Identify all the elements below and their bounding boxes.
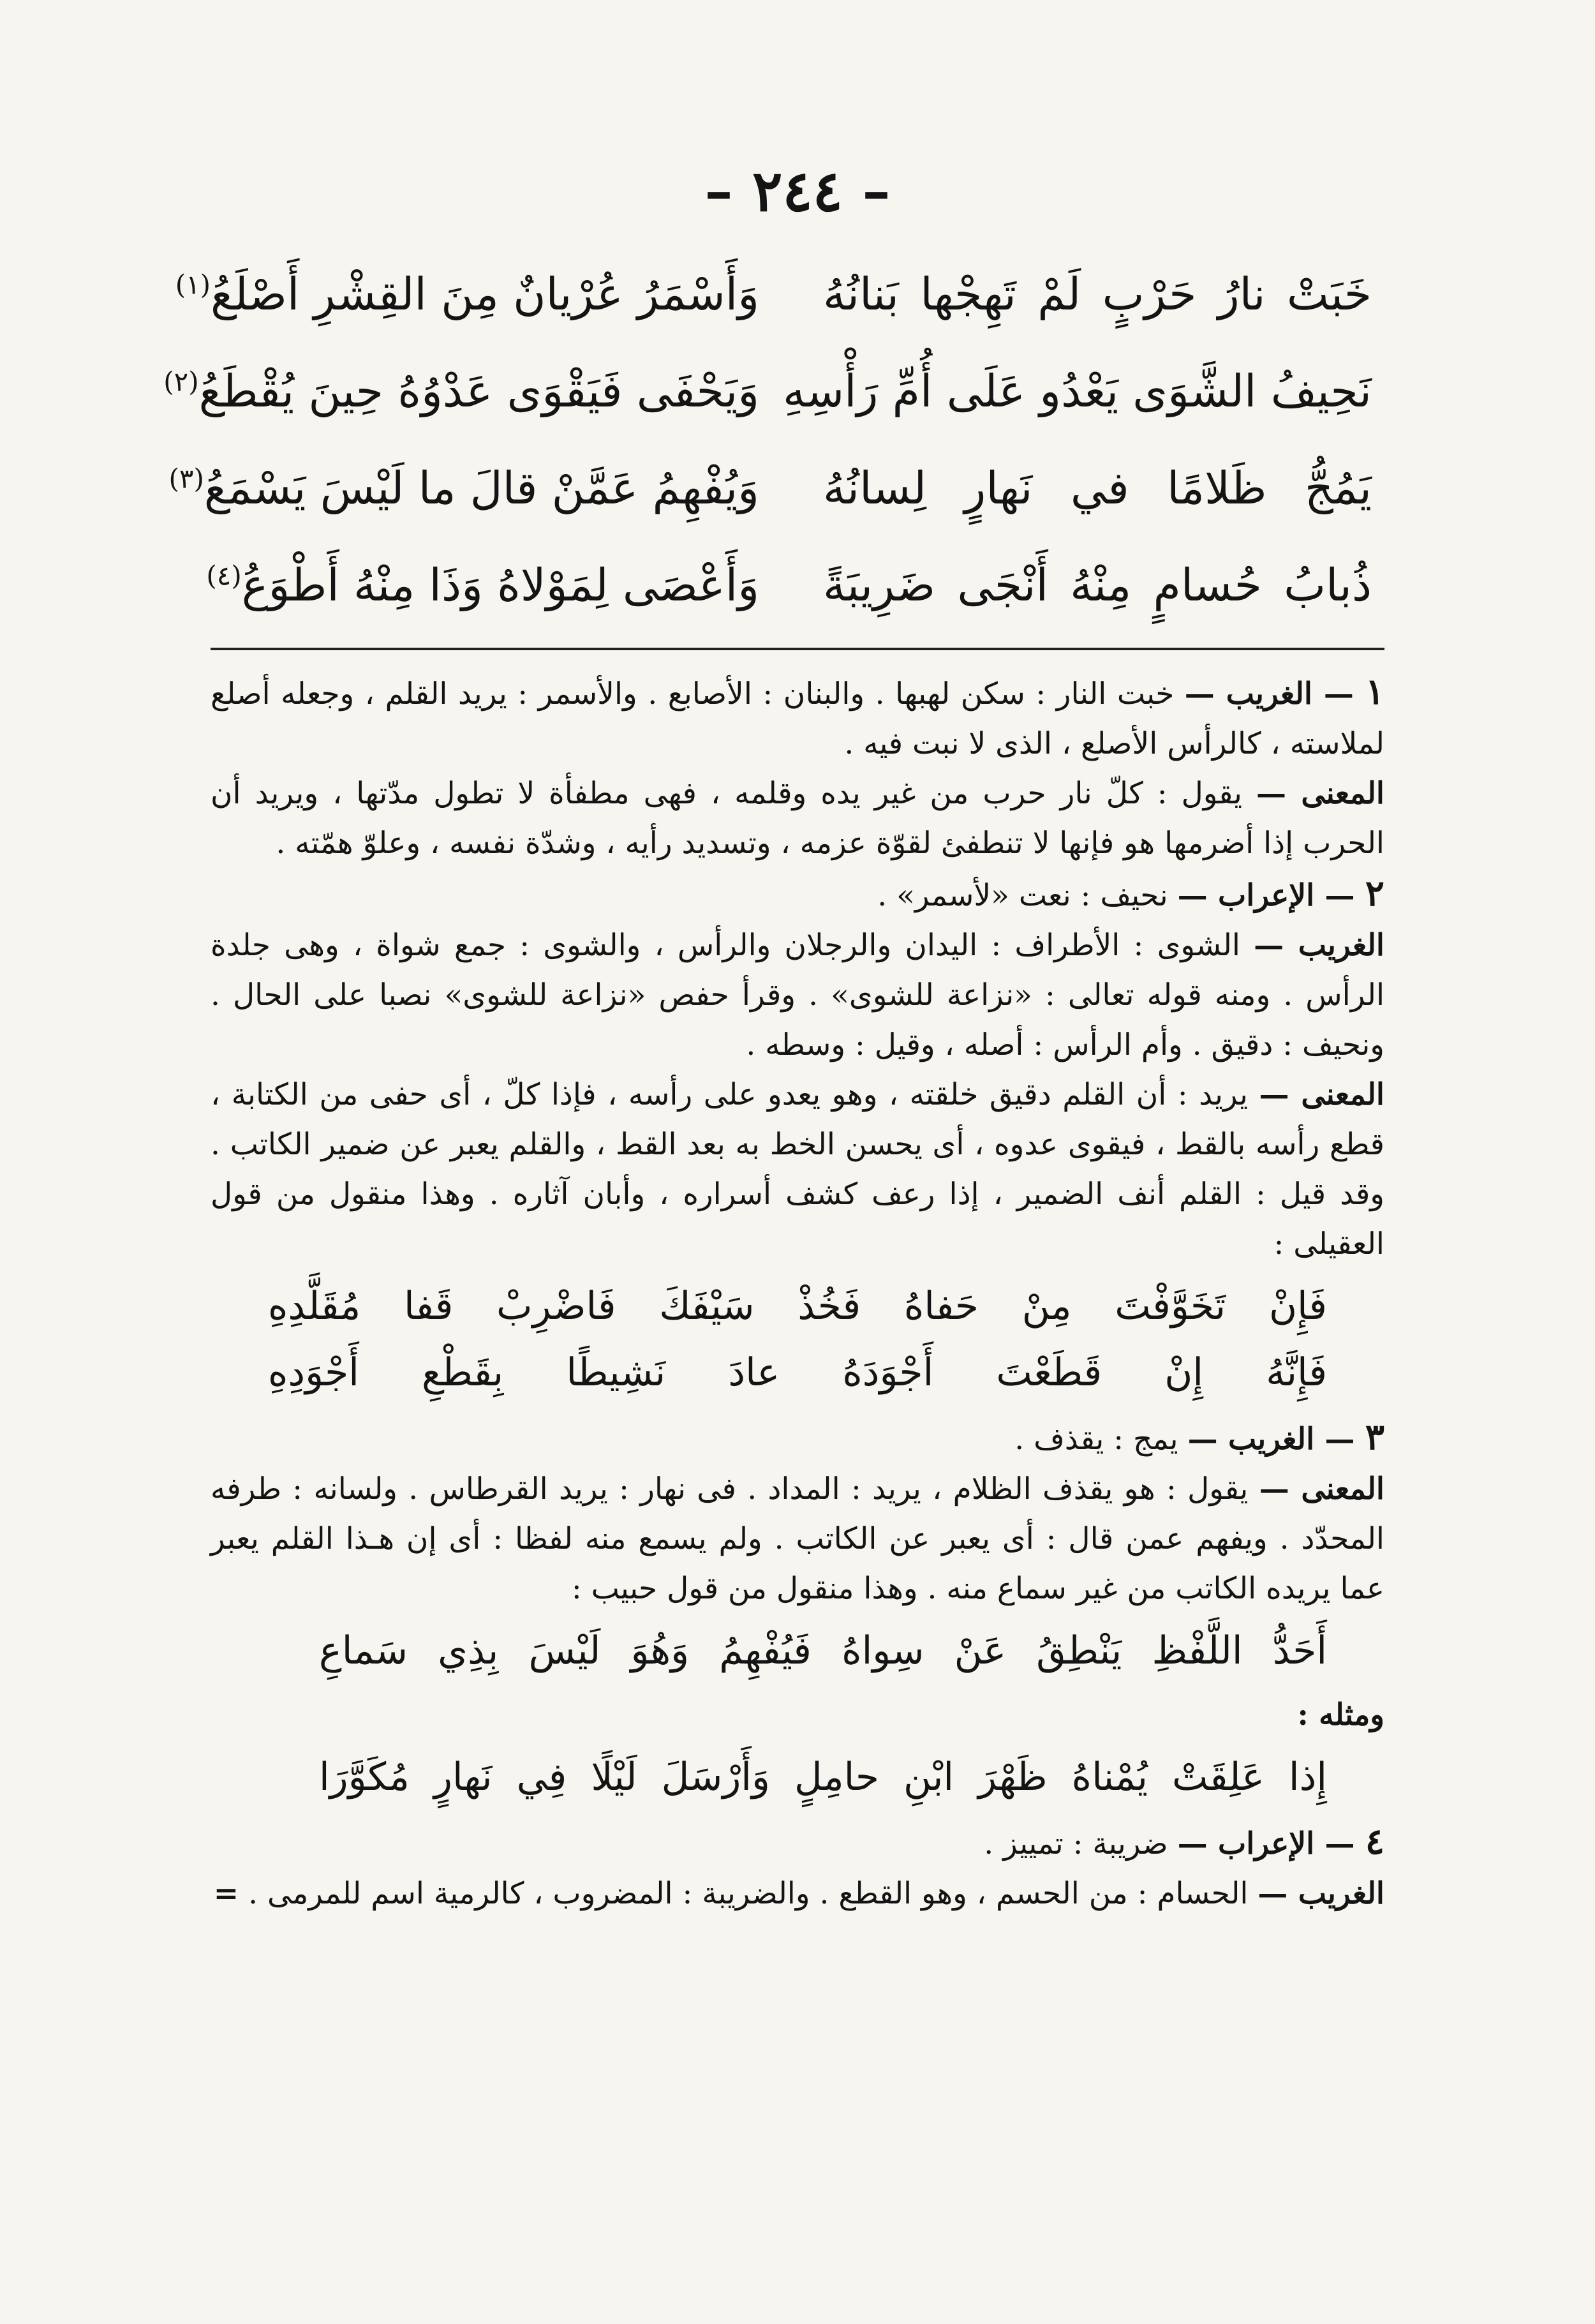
hemistich-text: وَيُفْهِمُ عَمَّنْ قالَ ما لَيْسَ يَسْمَعُ [204, 462, 759, 514]
footnote-divider [211, 648, 1384, 650]
hemistich-text: وَأَعْصَى لِمَوْلاهُ وَذَا مِنْهُ أَطْوَعُ [241, 559, 759, 611]
note-heading-label: الغريب — [1257, 1876, 1384, 1911]
note-text: يقول : هو يقذف الظلام ، يريد : المداد . فى نهار : يريد القرطاس . ولسانه : طرفه المحدّد . ويفهم عمن قال : أى يعبر عن الكاتب . ولم يسمع منه لفظا : أى إن هـذا القلم يعبر عما يريده الكاتب من غير سماع منه . وهذا منقول من قول حبيب : [211, 1471, 1384, 1606]
note-number: ١ [1365, 671, 1384, 713]
note-heading-label: — الغريب — [1184, 676, 1354, 711]
quoted-poem-habib [211, 1614, 1384, 1690]
note-heading-label: المعنى — [1259, 1077, 1384, 1112]
verse-line [206, 537, 1372, 634]
verse-line [168, 440, 1372, 537]
note-heading [1177, 872, 1384, 914]
quoted-verse: إِذا عَلِقَتْ يُمْناهُ ظَهْرَ ابْنِ حامِلٍ وَأَرْسَلَ لَيْلًا فِي نَهارٍ مُكَوَّرَا [319, 1755, 1327, 1799]
footnote-marker: (٢) [163, 366, 199, 398]
note-text: خبت النار : سكن لهبها . والبنان : الأصابع . والأسمر : يريد القلم ، وجعله أصلع لملاسته ، كالرأس الأصلع ، الذى لا نبت فيه . [211, 676, 1384, 761]
quoted-poem-similar [211, 1740, 1384, 1817]
note-heading [1187, 1416, 1384, 1458]
verse-second-hemistich [175, 267, 759, 321]
note-4-irab [211, 1817, 1384, 1869]
verse-first-hemistich: يَمُجُّ ظَلامًا في نَهارٍ لِسانُهُ [823, 462, 1372, 514]
continued-mark: = [213, 1876, 239, 1911]
note-2-gharib [211, 921, 1384, 1070]
note-heading-label: الغريب — [1254, 928, 1384, 963]
verse-second-hemistich [163, 364, 759, 418]
note-heading [1184, 671, 1384, 713]
verse-line [163, 343, 1372, 440]
note-text: ضريبة : تمييز . [984, 1826, 1168, 1861]
note-heading-label: — الإعراب — [1177, 1826, 1355, 1861]
note-2-irab [211, 868, 1384, 921]
note-heading [1177, 1821, 1384, 1863]
note-4-gharib [211, 1869, 1384, 1919]
verse-first-hemistich: خَبَتْ نارُ حَرْبٍ لَمْ تَهِجْها بَنانُهُ [823, 268, 1372, 320]
footnote-marker: (٣) [168, 463, 204, 495]
and-like-label: ومثله : [1297, 1697, 1384, 1732]
quoted-poem-aqili [211, 1269, 1384, 1412]
note-heading-label: المعنى — [1256, 776, 1384, 811]
verse-line [175, 246, 1372, 343]
note-number: ٤ [1365, 1821, 1384, 1863]
note-text: يمج : يقذف . [1014, 1422, 1178, 1457]
poem-block [163, 246, 1372, 634]
verse-second-hemistich [206, 558, 759, 612]
note-heading-label: — الإعراب — [1177, 878, 1355, 913]
footnote-marker: (١) [175, 269, 211, 301]
note-text: نحيف : نعت «لأسمر» . [877, 878, 1168, 913]
note-text: يريد : أن القلم دقيق خلقته ، وهو يعدو على رأسه ، فإذا كلّ ، أى حفى من الكتابة ، قطع رأسه بالقط ، فيقوى عدوه ، أى يحسن الخط به بعد القط ، والقلم يعبر عن ضمير الكاتب . وقد قيل : القلم أنف الضمير ، إذا رعف كشف أسراره ، وأبان آثاره . وهذا منقول من قول العقيلى : [211, 1077, 1384, 1262]
note-number: ٢ [1365, 872, 1384, 914]
quoted-verse: فَإِنَّهُ إِنْ قَطَعْتَ أَجْوَدَهُ عادَ نَشِيطًا بِقَطْعِ أَجْوَدِهِ [268, 1350, 1327, 1395]
verse-second-hemistich [168, 461, 759, 515]
verse-first-hemistich: نَحِيفُ الشَّوَى يَعْدُو عَلَى أُمِّ رَأْسِهِ [783, 365, 1372, 417]
note-heading-label: — الغريب — [1187, 1422, 1355, 1457]
quoted-verse: أَحَدُّ اللَّفْظِ يَنْطِقُ عَنْ سِواهُ فَيُفْهِمُ وَهُوَ لَيْسَ بِذِي سَماعِ [319, 1628, 1327, 1673]
note-text: الحسام : من الحسم ، وهو القطع . والضريبة : المضروب ، كالرمية اسم للمرمى . [248, 1876, 1249, 1911]
note-number: ٣ [1365, 1416, 1384, 1458]
note-1-gharib [211, 667, 1384, 769]
note-heading-label: المعنى — [1259, 1471, 1384, 1507]
footnote-marker: (٤) [206, 560, 242, 592]
note-text: الشوى : الأطراف : اليدان والرجلان والرأس ، والشوى : جمع شواة ، وهى جلدة الرأس . ومنه قوله تعالى : «نزاعة للشوى» . وقرأ حفص «نزاعة للشوى» نصبا على الحال . ونحيف : دقيق . وأم الرأس : أصله ، وقيل : وسطه . [211, 928, 1384, 1062]
note-2-meaning [211, 1070, 1384, 1269]
commentary [211, 667, 1384, 1919]
note-text: يقول : كلّ نار حرب من غير يده وقلمه ، فهى مطفأة لا تطول مدّتها ، ويريد أن الحرب إذا أضرمها هو فإنها لا تنطفئ لقوّة عزمه ، وتسديد رأيه ، وشدّة نفسه ، وعلوّ همّته . [211, 776, 1384, 861]
note-3-meaning [211, 1464, 1384, 1614]
hemistich-text: وَأَسْمَرُ عُرْيانٌ مِنَ القِشْرِ أَصْلَعُ [211, 268, 759, 320]
note-3-gharib [211, 1412, 1384, 1464]
page-number: – ٢٤٤ – [704, 158, 891, 224]
note-1-meaning [211, 769, 1384, 868]
verse-first-hemistich: ذُبابُ حُسامٍ مِنْهُ أَنْجَى ضَرِيبَةً [823, 559, 1372, 611]
quoted-verse: فَإِنْ تَخَوَّفْتَ مِنْ حَفاهُ فَخُذْ سَيْفَكَ فَاضْرِبْ قَفا مُقَلَّدِهِ [268, 1284, 1327, 1329]
hemistich-text: وَيَحْفَى فَيَقْوَى عَدْوُهُ حِينَ يُقْطَعُ [198, 365, 759, 417]
